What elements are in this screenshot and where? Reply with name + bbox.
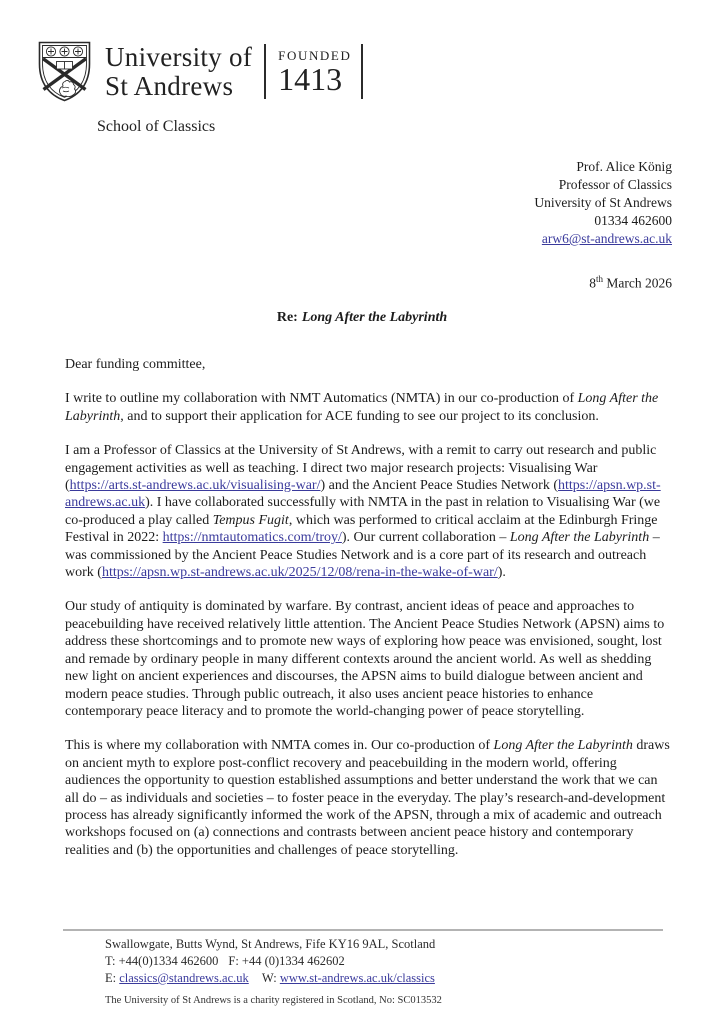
footer-fax: F: +44 (0)1334 462602 bbox=[228, 954, 345, 968]
footer bbox=[105, 936, 442, 1009]
date-ordinal: th bbox=[596, 274, 604, 284]
footer-tel: T: +44(0)1334 462600 bbox=[105, 954, 219, 968]
footer-web-label: W: bbox=[261, 971, 277, 985]
sender-phone: 01334 462600 bbox=[594, 213, 672, 228]
text-run: This is where my collaboration with NMTA comes in. Our co-production of bbox=[65, 738, 494, 754]
subject-prefix: Re: bbox=[276, 310, 298, 325]
text-run: I am a Professor of Classics at the University of St Andrews, with a remit to carry out research and public engagement activities as well as teaching. I direct two major research projects: Visualising War ( bbox=[65, 443, 657, 494]
text-run: , which was performed to critical acclaim at the Edinburgh Fringe Festival in 2022: bbox=[65, 512, 658, 546]
hyperlink[interactable]: https://nmtautomatics.com/troy/ bbox=[162, 530, 342, 546]
sender-block bbox=[534, 158, 672, 248]
footer-address: Swallowgate, Butts Wynd, St Andrews, Fife KY16 9AL, Scotland bbox=[105, 937, 436, 951]
paragraphs-container bbox=[65, 390, 673, 859]
text-run: ) and the Ancient Peace Studies Network ( bbox=[320, 478, 559, 494]
sender-name: Prof. Alice König bbox=[576, 159, 672, 174]
footer-links-line bbox=[105, 970, 442, 987]
footer-phone-line bbox=[105, 953, 442, 970]
university-name-line1: University of bbox=[105, 41, 253, 72]
text-run: Our study of antiquity is dominated by warfare. By contrast, ancient ideas of peace and approaches to peacebuilding have received relatively little attention. The Ancient Peace Studies Network (APSN) aims to address these shortcomings and to promote new ways of exploring how peace was envisioned, sought, lost and remade by ordinary people in many different contexts around the ancient world. As well as shedding new light on ancient experiences and discourses, the APSN aims to build dialogue between ancient and modern peace studies. Through public outreach, it also uses ancient peace histories to enhance contemporary peace literacy and to promote the world-changing power of peace storytelling. bbox=[65, 599, 665, 719]
university-logo bbox=[37, 40, 375, 103]
text-run: – was commissioned by the Ancient Peace Studies Network and is a core part of its research and outreach work ( bbox=[65, 530, 660, 581]
text-run: Long After the Labyrinth bbox=[509, 530, 650, 546]
university-crest-icon bbox=[37, 40, 92, 103]
letter-body bbox=[65, 356, 673, 876]
school-name: School of Classics bbox=[97, 118, 216, 135]
subject-line bbox=[0, 310, 724, 326]
sender-organisation: University of St Andrews bbox=[534, 195, 672, 210]
text-run: ). I have collaborated successfully with NMTA in the past in relation to Visualising War (we co-produced a play called bbox=[65, 495, 661, 528]
founded-label: FOUNDED bbox=[278, 47, 352, 63]
text-run: Long After the Labyrinth bbox=[493, 738, 633, 754]
text-run: draws on ancient myth to explore post-conflict recovery and peacebuilding in the modern world, offering audiences the opportunity to question established assumptions and better understand the work that we can all do – as individuals and societies – to foster peace in the everyday. The play’s research-and-development process has already significantly informed the work of the APSN, through a mix of academic and outreach workshops focused on (a) connections and contrasts between ancient peace history and contemporary realities and (b) the opportunities and challenges of peace storytelling. bbox=[65, 738, 670, 858]
hyperlink[interactable]: https://arts.st-andrews.ac.uk/visualising-war/ bbox=[69, 478, 321, 494]
charity-statement: The University of St Andrews is a charity registered in Scotland, No: SC013532 bbox=[105, 995, 442, 1006]
subject-title: Long After the Labyrinth bbox=[301, 310, 448, 325]
text-run: ). Our current collaboration – bbox=[341, 530, 510, 546]
founded-year: 1413 bbox=[278, 60, 343, 97]
text-run: , and to support their application for ACE funding to see our project to its conclusion. bbox=[120, 408, 599, 424]
university-name bbox=[105, 43, 252, 101]
text-run: Long After the Labyrinth bbox=[65, 391, 659, 424]
university-name-line2: St Andrews bbox=[105, 70, 234, 101]
date-day: 8 bbox=[589, 275, 596, 291]
paragraph bbox=[65, 598, 673, 720]
footer-divider bbox=[63, 929, 663, 931]
founded-block bbox=[278, 48, 351, 96]
letter-date bbox=[589, 274, 672, 292]
logo-divider-right bbox=[361, 44, 363, 99]
paragraph bbox=[65, 737, 673, 859]
footer-email-label: E: bbox=[105, 971, 117, 985]
hyperlink[interactable]: https://apsn.wp.st-andrews.ac.uk bbox=[65, 478, 661, 511]
text-run: I write to outline my collaboration with NMT Automatics (NMTA) in our co-production of bbox=[65, 391, 578, 407]
paragraph bbox=[65, 442, 673, 581]
salutation: Dear funding committee, bbox=[65, 357, 206, 372]
date-rest: March 2026 bbox=[603, 275, 672, 291]
paragraph bbox=[65, 390, 673, 425]
sender-role: Professor of Classics bbox=[558, 177, 672, 192]
hyperlink[interactable]: https://apsn.wp.st-andrews.ac.uk/2025/12/08/rena-in-the-wake-of-war/ bbox=[101, 565, 498, 581]
footer-web-link[interactable]: www.st-andrews.ac.uk/classics bbox=[279, 971, 435, 985]
text-run: ). bbox=[497, 565, 506, 581]
footer-email-link[interactable]: classics@standrews.ac.uk bbox=[119, 971, 249, 985]
logo-divider-left bbox=[264, 44, 266, 99]
text-run: Tempus Fugit bbox=[212, 512, 289, 528]
sender-email-link[interactable]: arw6@st-andrews.ac.uk bbox=[541, 231, 672, 246]
